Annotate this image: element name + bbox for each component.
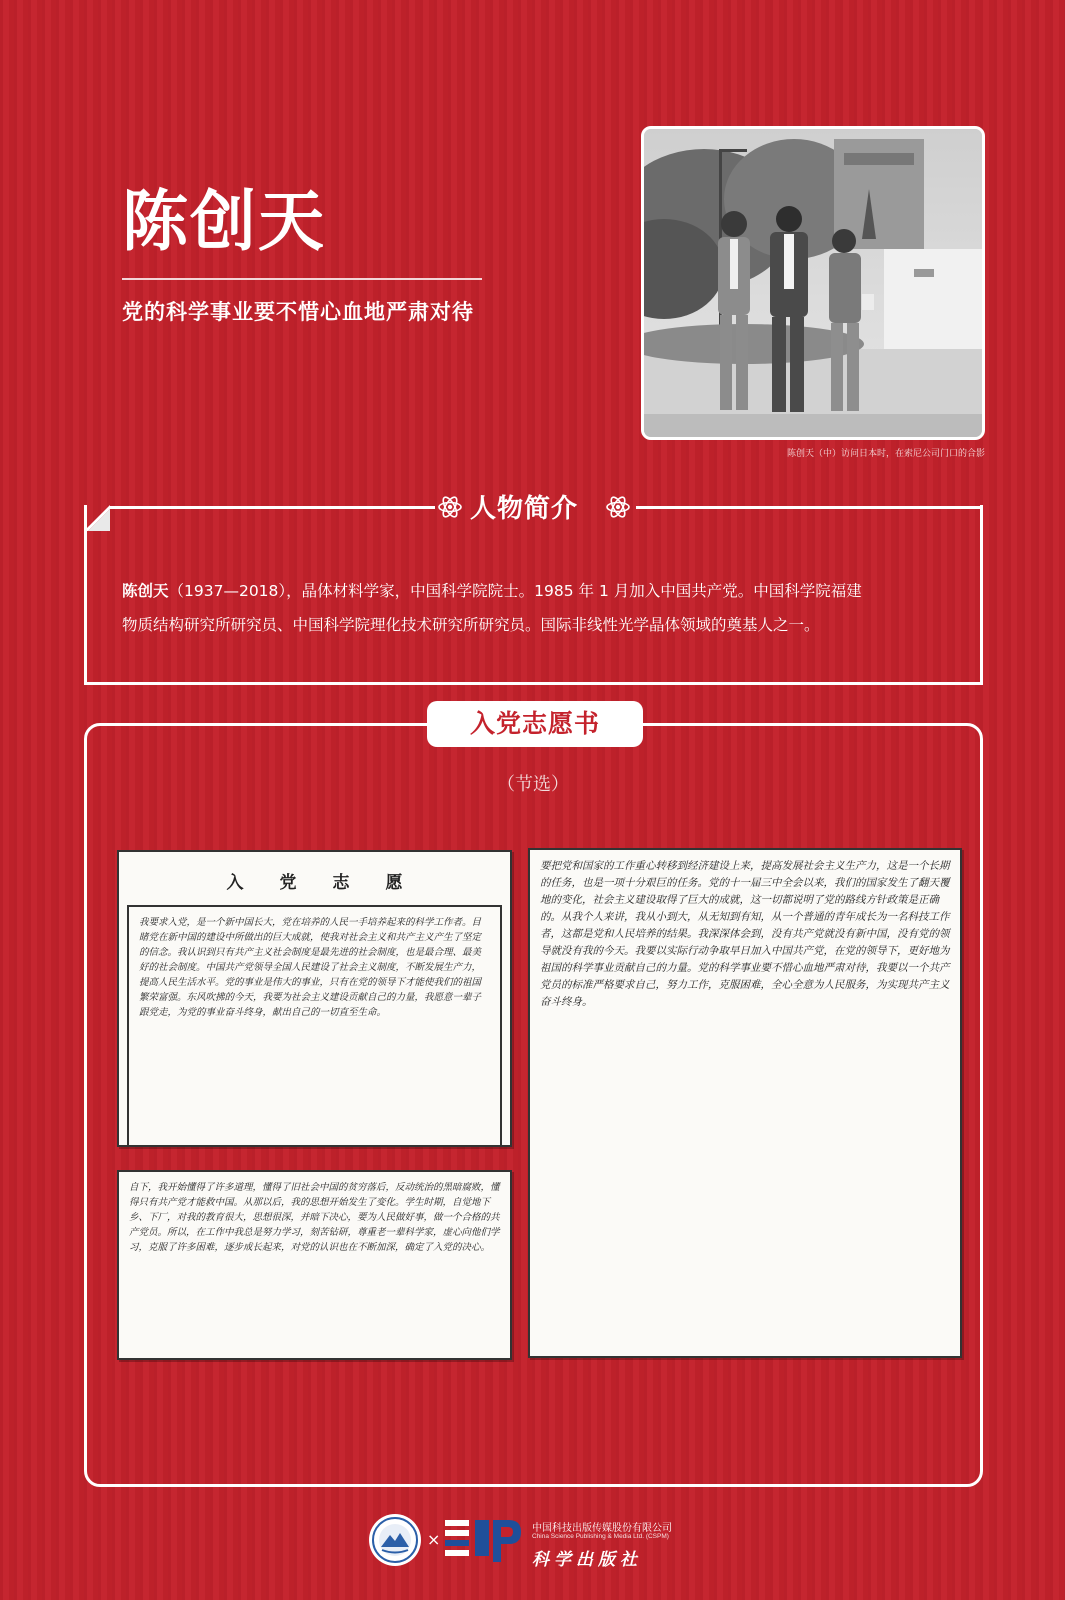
press-name: 科学出版社 [532,1550,642,1570]
bio-name: 陈创天 [122,582,169,600]
handwritten-text: 要把党和国家的工作重心转移到经济建设上来，提高发展社会主义生产力，这是一个长期的任务，也是一项十分艰巨的任务。党的十一届三中全会以来，我们的国家发生了翻天覆地的变化，社会主义建设取得了巨大的成就，这一切都说明了党的路线方针政策是正确的。从我个人来讲，我从小到大，从无知到有知，从一个普通的青年成长为一名科技工作者，这都是党和人民培养的结果。我深深体会到，没有共产党就没有新中国，没有党的领导就没有我的今天。我要以实际行动争取早日加入中国共产党，在党的领导下，更好地为祖国的科学事业贡献自己的力量。党的科学事业要不惜心血地严肃对待，我要以一个共产党员的标准严格要求自己，努力工作，克服困难，全心全意为人民服务，为实现共产主义奋斗终身。 [540,860,950,1008]
application-page-2 [117,1170,512,1360]
application-tab: 入党志愿书 [427,701,643,747]
bio-text [122,574,962,642]
application-page-3 [528,848,962,1358]
application-page-1 [117,850,512,1147]
handwritten-text: 自下，我开始懂得了许多道理，懂得了旧社会中国的贫穷落后，反动统治的黑暗腐败，懂得只有共产党才能救中国。从那以后，我的思想开始发生了变化。学生时期，自觉地下乡、下厂，对我的教育很大，思想很深，并暗下决心，要为人民做好事，做一个合格的共产党员。所以，在工作中我总是努力学习，刻苦钻研，尊重老一辈科学家，虚心向他们学习，克服了许多困难，逐步成长起来，对党的认识也在不断加深，确定了入党的决心。 [129,1182,500,1253]
academy-logo-icon [368,1513,422,1567]
doc-body-frame [127,907,502,1147]
bio-line-1: （1937—2018），晶体材料学家，中国科学院院士。1985 年 1 月加入中国共产党。中国科学院福建 [168,582,862,600]
times-symbol: × [427,1530,441,1549]
person-subtitle: 党的科学事业要不惜心血地严肃对待 [122,300,474,324]
folded-corner-icon [84,505,110,531]
group-photo [641,126,985,440]
title-divider [122,278,482,280]
photo-caption: 陈创天（中）访问日本时，在索尼公司门口的合影 [786,449,985,459]
bio-heading: 人物简介 [470,494,579,524]
publisher-name-cn: 中国科技出版传媒股份有限公司 [532,1523,672,1534]
excerpt-label: （节选） [497,774,569,795]
handwritten-text: 我要求入党，是一个新中国长大，党在培养的人民一手培养起来的科学工作者。目睹党在新中国的建设中所做出的巨大成就，使我对社会主义和共产主义产生了坚定的信念。我认识到只有共产主义社会制度是最先进的社会制度，也是最合理、最美好的社会制度。中国共产党领导全国人民建设了社会主义制度，不断发展生产力，提高人民生活水平。党的事业是伟大的事业，只有在党的领导下才能使我们的祖国繁荣富强。东风吹拂的今天，我要为社会主义建设贡献自己的力量，我愿意一辈子跟党走，为党的事业奋斗终身，献出自己的一切直至生命。 [139,917,482,1018]
publisher-logo-icon [445,1518,525,1564]
bio-line-2: 物质结构研究所研究员、中国科学院理化技术研究所研究员。国际非线性光学晶体领域的奠基人之一。 [122,616,820,634]
doc-title-bar [127,852,502,907]
publisher-name-en: China Science Publishing & Media Ltd. (CSPM) [532,1533,669,1540]
doc-title: 入党志愿 [226,873,439,893]
photo-illustration [644,129,982,437]
person-name: 陈创天 [122,182,326,260]
